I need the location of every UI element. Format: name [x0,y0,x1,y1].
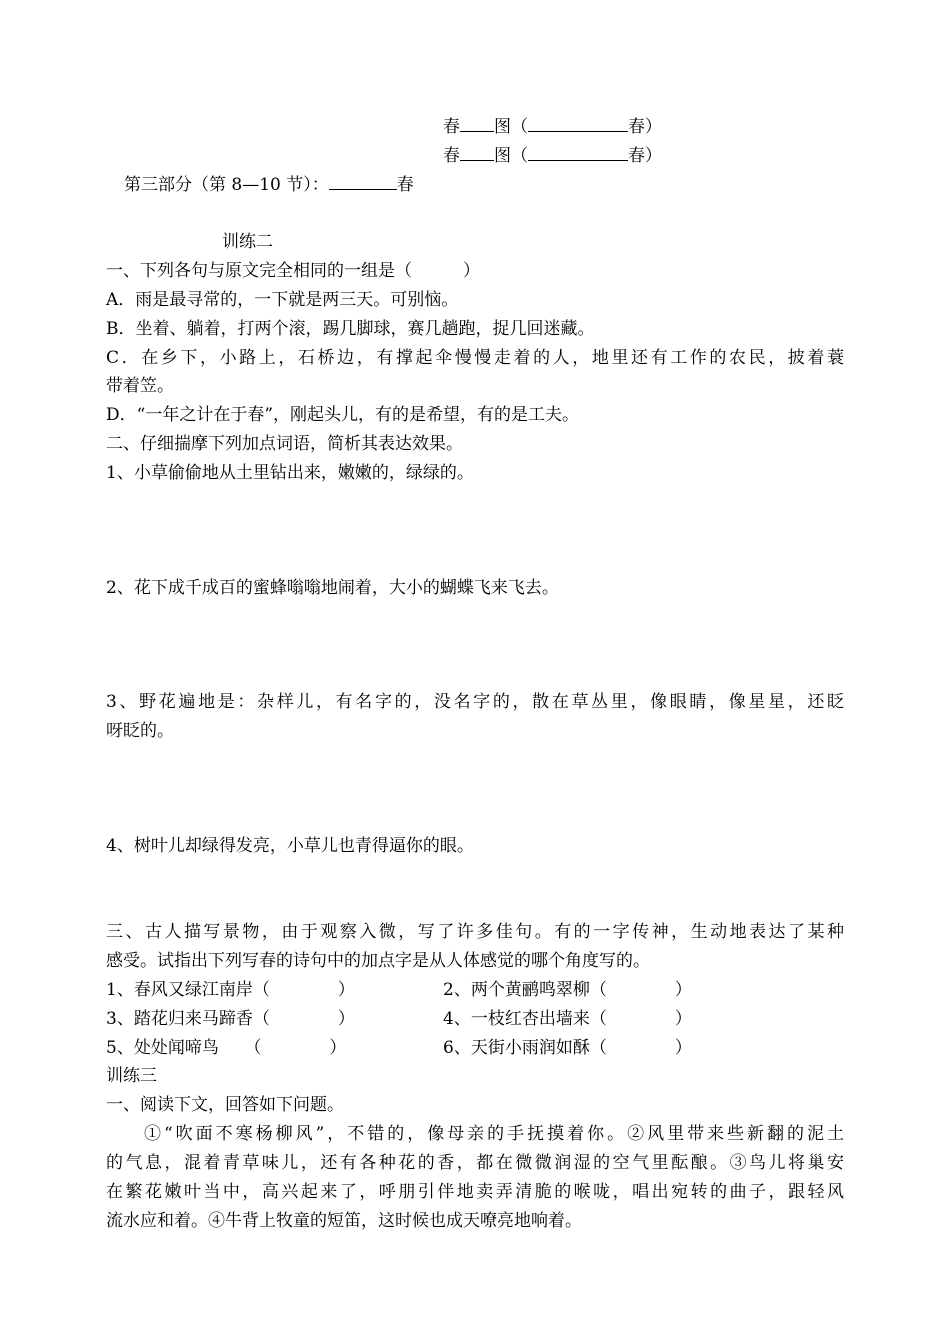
spring-picture-row-1 [443,116,662,137]
question-three-stem: 三、古人描写景物，由于观察入微，写了许多佳句。有的一字传神，生动地表达了某种 [106,922,844,942]
part-three-label: 第三部分（第 8—10 节）： [124,175,329,195]
option-b: B．坐着、躺着，打两个滚，踢几脚球，赛几趟跑，捉几回迷藏。 [106,319,595,339]
part-three-tail: 春 [396,175,414,195]
reading-para-line-1: ①“吹面不寒杨柳风”，不错的，像母亲的手抚摸着你。②风里带来些新翻的泥土 [144,1124,844,1144]
question-one-stem: 一、下列各句与原文完全相同的一组是（ ） [106,261,480,281]
poem-3: 3、踏花归来马蹄香（ ） [106,1009,355,1029]
row-label: 春 [443,146,460,166]
answer-blank[interactable] [528,116,628,132]
poem-4: 4、一枝红杏出墙来（ ） [443,1009,692,1029]
reading-para-line-2: 的气息，混着青草味儿，还有各种花的香，都在微微润湿的空气里酝酿。③鸟儿将巢安 [106,1153,844,1173]
option-c: C．在乡下，小路上，石桥边，有撑起伞慢慢走着的人，地里还有工作的农民，披着蓑 [106,348,844,368]
row-tail: 春） [628,117,662,137]
row-label: 春 [443,117,460,137]
training-three-title: 训练三 [106,1066,157,1086]
option-c-cont: 带着笠。 [106,376,174,396]
question-two-stem: 二、仔细揣摩下列加点词语，简析其表达效果。 [106,434,463,454]
answer-blank[interactable] [460,145,494,161]
question-three-stem-cont: 感受。试指出下列写春的诗句中的加点字是从人体感觉的哪个角度写的。 [106,951,650,971]
q2-item-2: 2、花下成千成百的蜜蜂嗡嗡地闹着，大小的蝴蝶飞来飞去。 [106,578,559,598]
poem-1: 1、春风又绿江南岸（ ） [106,980,355,1000]
poem-5: 5、处处闻啼鸟 （ ） [106,1038,347,1058]
q2-item-3: 3、野花遍地是：杂样儿，有名字的，没名字的，散在草丛里，像眼睛，像星星，还眨 [106,692,844,712]
option-d: D．“一年之计在于春”，刚起头儿，有的是希望，有的是工夫。 [106,405,580,425]
reading-para-line-3: 在繁花嫩叶当中，高兴起来了，呼朋引伴地卖弄清脆的喉咙，唱出宛转的曲子，跟轻风 [106,1182,844,1202]
answer-blank[interactable] [528,145,628,161]
row-tail: 春） [628,146,662,166]
spring-picture-row-2 [443,145,662,166]
answer-blank[interactable] [329,174,397,190]
training-two-title: 训练二 [222,232,273,252]
q2-item-4: 4、树叶儿却绿得发亮，小草儿也青得逼你的眼。 [106,836,474,856]
part-three-line [124,174,414,195]
row-mid: 图（ [494,146,528,166]
poem-6: 6、天街小雨润如酥（ ） [443,1038,692,1058]
row-mid: 图（ [494,117,528,137]
q2-item-3-cont: 呀眨的。 [106,721,174,741]
option-a: A．雨是最寻常的，一下就是两三天。可别恼。 [106,290,459,310]
reading-para-line-4: 流水应和着。④牛背上牧童的短笛，这时候也成天嘹亮地响着。 [106,1211,582,1231]
answer-blank[interactable] [460,116,494,132]
q2-item-1: 1、小草偷偷地从土里钻出来，嫩嫩的，绿绿的。 [106,463,474,483]
training-three-stem: 一、阅读下文，回答如下问题。 [106,1095,344,1115]
poem-2: 2、两个黄鹂鸣翠柳（ ） [443,980,692,1000]
